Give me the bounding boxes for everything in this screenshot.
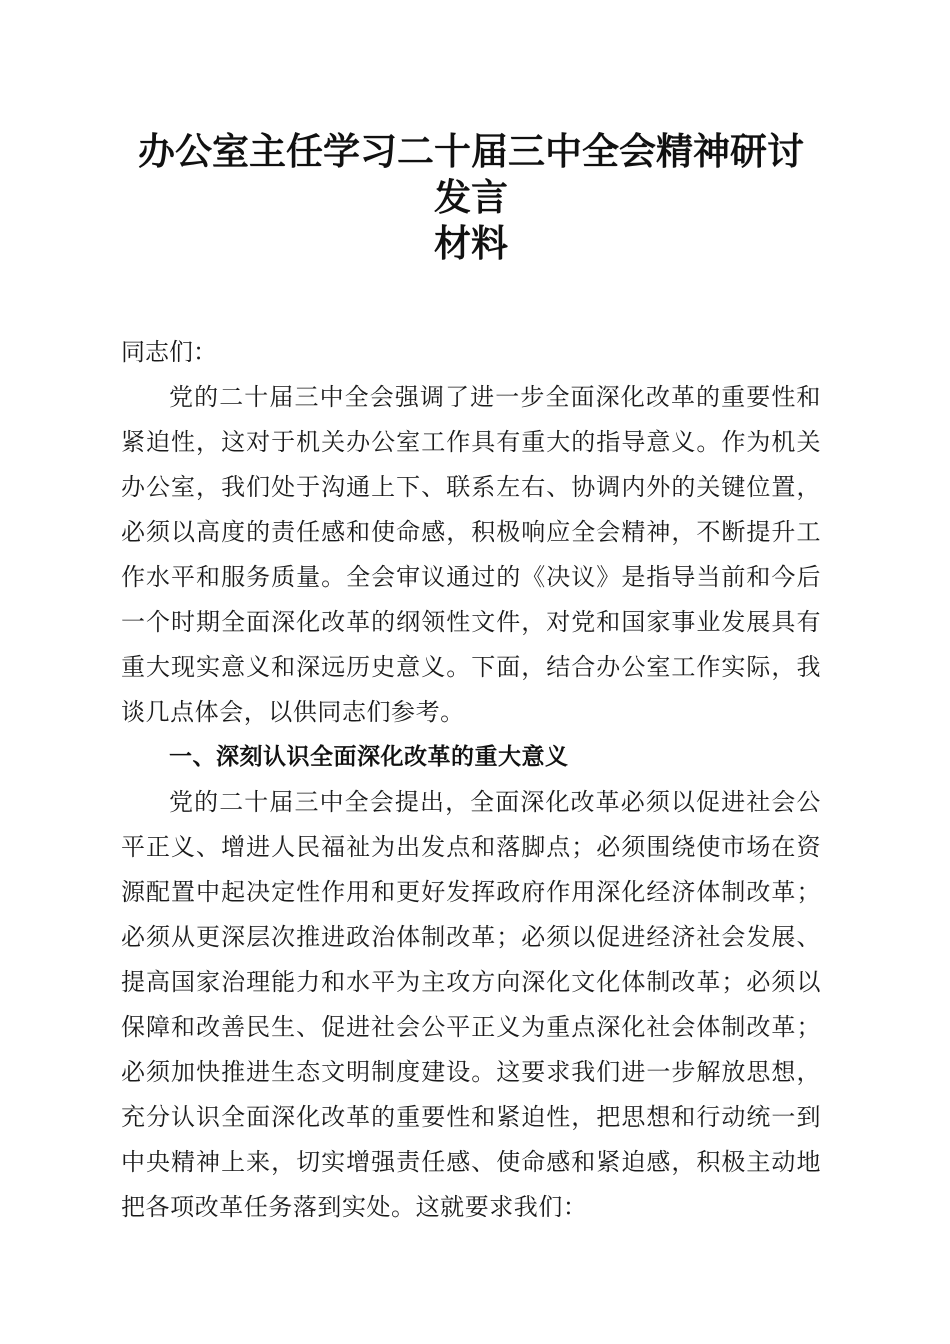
document-title-line-1: 办公室主任学习二十届三中全会精神研讨发言 [138, 129, 804, 219]
salutation: 同志们： [121, 338, 217, 366]
section-heading-1: 一、深刻认识全面深化改革的重大意义 [169, 744, 569, 770]
section-1-paragraph: 党的二十届三中全会提出，全面深化改革必须以促进社会公平正义、增进人民福祉为出发点和落脚点；必须围绕使市场在资源配置中起决定性作用和更好发挥政府作用深化经济体制改革；必须从更深层次推进政治体制改革；必须以促进经济社会发展、提高国家治理能力和水平为主攻方向深化文化体制改革；必须以保障和改善民生、促进社会公平正义为重点深化社会体制改革；必须加快推进生态文明制度建设。这要求我们进一步解放思想，充分认识全面深化改革的重要性和紧迫性，把思想和行动统一到中央精神上来，切实增强责任感、使命感和紧迫感，积极主动地把各项改革任务落到实处。这就要求我们： [121, 788, 821, 1221]
document-title-line-2: 材料 [434, 221, 508, 265]
document-page [121, 128, 821, 1230]
intro-paragraph: 党的二十届三中全会强调了进一步全面深化改革的重要性和紧迫性，这对于机关办公室工作具有重大的指导意义。作为机关办公室，我们处于沟通上下、联系左右、协调内外的关键位置，必须以高度的责任感和使命感，积极响应全会精神，不断提升工作水平和服务质量。全会审议通过的《决议》是指导当前和今后一个时期全面深化改革的纲领性文件，对党和国家事业发展具有重大现实意义和深远历史意义。下面，结合办公室工作实际，我谈几点体会，以供同志们参考。 [121, 383, 821, 726]
document-title [121, 128, 821, 266]
